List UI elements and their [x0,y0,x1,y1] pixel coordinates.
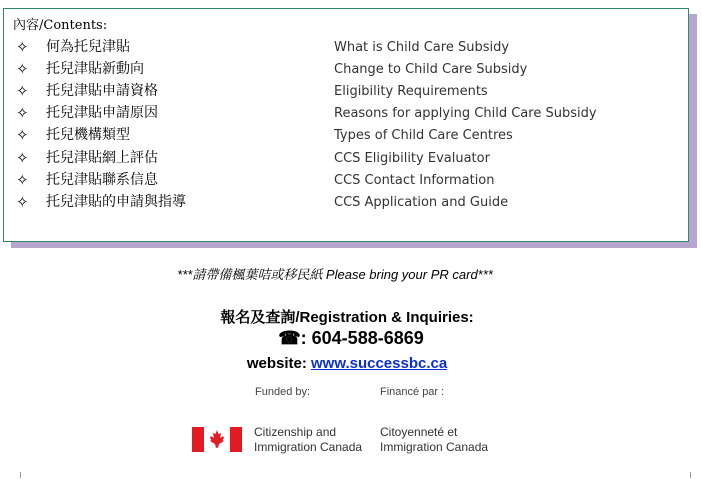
item-chinese-text: 托兒機構類型 [46,127,130,143]
list-item [4,59,684,81]
item-chinese-text: 托兒津貼新動向 [46,61,144,77]
item-english-text: CCS Eligibility Evaluator [334,151,490,166]
list-item [4,81,684,103]
star-bullet-icon: ✧ [16,193,29,211]
finance-par-label: Financé par : [380,386,445,398]
item-english-text: Types of Child Care Centres [334,128,513,143]
list-item [4,103,684,125]
funded-by-label: Funded by: [255,386,311,398]
item-english-text: Eligibility Requirements [334,84,488,99]
item-chinese-text: 何為托兒津貼 [46,39,130,55]
department-name-french: Citoyenneté et Immigration Canada [380,425,489,454]
item-chinese-text: 托兒津貼申請原因 [46,105,158,121]
star-bullet-icon: ✧ [16,82,29,100]
list-item [4,125,684,147]
page-corner-mark [10,472,21,478]
contents-title: 內容/Contents: [13,18,108,33]
star-bullet-icon: ✧ [16,126,29,144]
item-english-text: What is Child Care Subsidy [334,40,510,55]
item-chinese-text: 托兒津貼申請資格 [46,83,158,99]
phone-icon: ☎ [278,328,301,348]
item-chinese-text: 托兒津貼的申請與指導 [46,194,186,210]
list-item [4,170,684,192]
phone-number: : 604-588-6869 [300,328,424,348]
website-link[interactable]: www.successbc.ca [311,355,448,372]
list-item [4,148,684,170]
star-bullet-icon: ✧ [16,104,29,122]
star-bullet-icon: ✧ [16,149,29,167]
list-item [4,192,684,214]
registration-title: 報名及查詢/Registration & Inquiries: [220,309,474,326]
item-english-text: CCS Contact Information [334,173,495,188]
list-item [4,37,684,59]
website-label: website: [246,355,311,372]
item-english-text: Reasons for applying Child Care Subsidy [334,106,597,121]
star-bullet-icon: ✧ [16,171,29,189]
item-english-text: Change to Child Care Subsidy [334,62,528,77]
item-chinese-text: 托兒津貼聯系信息 [46,172,158,188]
star-bullet-icon: ✧ [16,38,29,56]
department-name-english: Citizenship and Immigration Canada [254,425,363,454]
star-bullet-icon: ✧ [16,60,29,78]
item-english-text: CCS Application and Guide [334,195,509,210]
page-corner-mark [690,472,701,478]
phone-line [0,328,702,349]
canada-flag-icon [192,427,242,452]
contents-box [3,8,689,242]
pr-card-notice: ***請帶備楓葉咭或移民紙 Please bring your PR card*** [177,267,493,282]
item-chinese-text: 托兒津貼網上評估 [46,150,158,166]
website-line [0,355,694,372]
